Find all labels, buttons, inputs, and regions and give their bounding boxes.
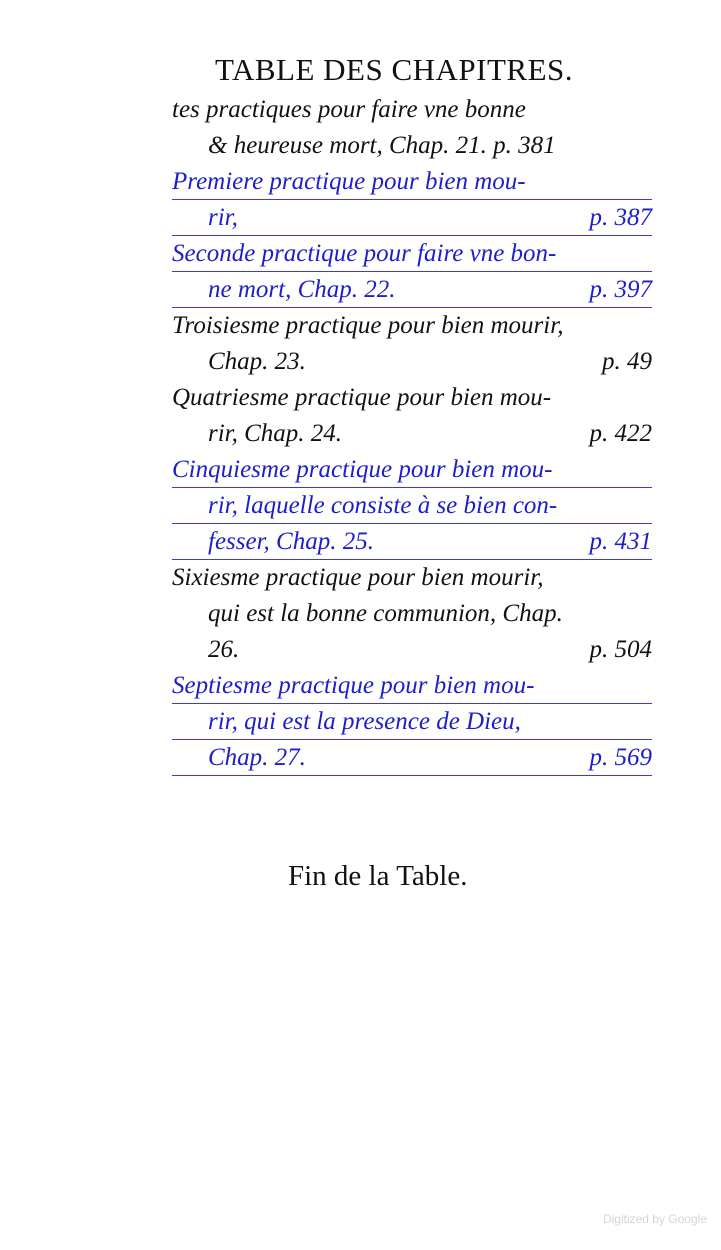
toc-page-number: p. 422 [589,420,652,447]
toc-entry [172,92,652,164]
toc-entry-line [172,380,652,416]
toc-entry-text: Cinquiesme practique pour bien mou- [172,456,553,483]
toc-entry-text: rir, qui est la presence de Dieu, [208,708,521,735]
toc-entry-text: rir, laquelle consiste à se bien con- [208,492,558,519]
page-title: TABLE DES CHAPITRES. [215,52,574,87]
toc-page-number: p. 397 [589,276,652,303]
toc-page-number: p. 504 [589,636,652,663]
toc-entry-line [172,596,652,632]
toc-entry [172,380,652,452]
toc-entry-text: rir, [208,204,238,231]
toc-entry [172,236,652,308]
toc-entry-line [172,488,652,524]
toc-entry-line [172,740,652,776]
toc-entry-line [172,416,652,452]
table-of-contents [172,92,652,776]
toc-entry-text: Seconde practique pour faire vne bon- [172,240,557,267]
toc-entry [172,452,652,560]
toc-entry [172,308,652,380]
toc-page-number: p. 387 [589,204,652,231]
toc-entry-line [172,704,652,740]
toc-entry-line [172,236,652,272]
toc-entry-line [172,344,652,380]
toc-entry-text: Quatriesme practique pour bien mou- [172,384,552,411]
toc-entry-line [172,452,652,488]
toc-entry-line [172,668,652,704]
toc-entry-text: Chap. 27. [208,744,306,771]
end-of-table-note: Fin de la Table. [288,860,468,892]
toc-page-number: p. 569 [589,744,652,771]
toc-page-number: p. 431 [589,528,652,555]
toc-entry [172,164,652,236]
toc-entry-text: fesser, Chap. 25. [208,528,374,555]
toc-entry-text: ne mort, Chap. 22. [208,276,396,303]
toc-entry-text: Chap. 23. [208,348,306,375]
toc-entry-text: rir, Chap. 24. [208,420,343,447]
toc-entry-line [172,560,652,596]
toc-entry-line [172,272,652,308]
toc-entry-text: 26. [208,636,240,663]
toc-entry-text: Sixiesme practique pour bien mourir, [172,564,544,591]
toc-entry-text: Troisiesme practique pour bien mourir, [172,312,564,339]
toc-entry-line [172,308,652,344]
toc-entry-line [172,524,652,560]
toc-page-number: p. 49 [602,348,652,375]
toc-entry-text: qui est la bonne communion, Chap. [208,600,563,627]
toc-entry [172,560,652,668]
toc-entry [172,668,652,776]
toc-entry-line [172,128,652,164]
toc-entry-line [172,632,652,668]
toc-entry-text: tes practiques pour faire vne bonne [172,96,526,123]
toc-entry-text: Premiere practique pour bien mou- [172,168,526,195]
scan-watermark: Digitized by Google [602,1212,707,1226]
toc-entry-line [172,200,652,236]
toc-entry-line [172,92,652,128]
toc-entry-text: & heureuse mort, Chap. 21. p. 381 [208,132,556,159]
toc-entry-line [172,164,652,200]
toc-entry-text: Septiesme practique pour bien mou- [172,672,535,699]
